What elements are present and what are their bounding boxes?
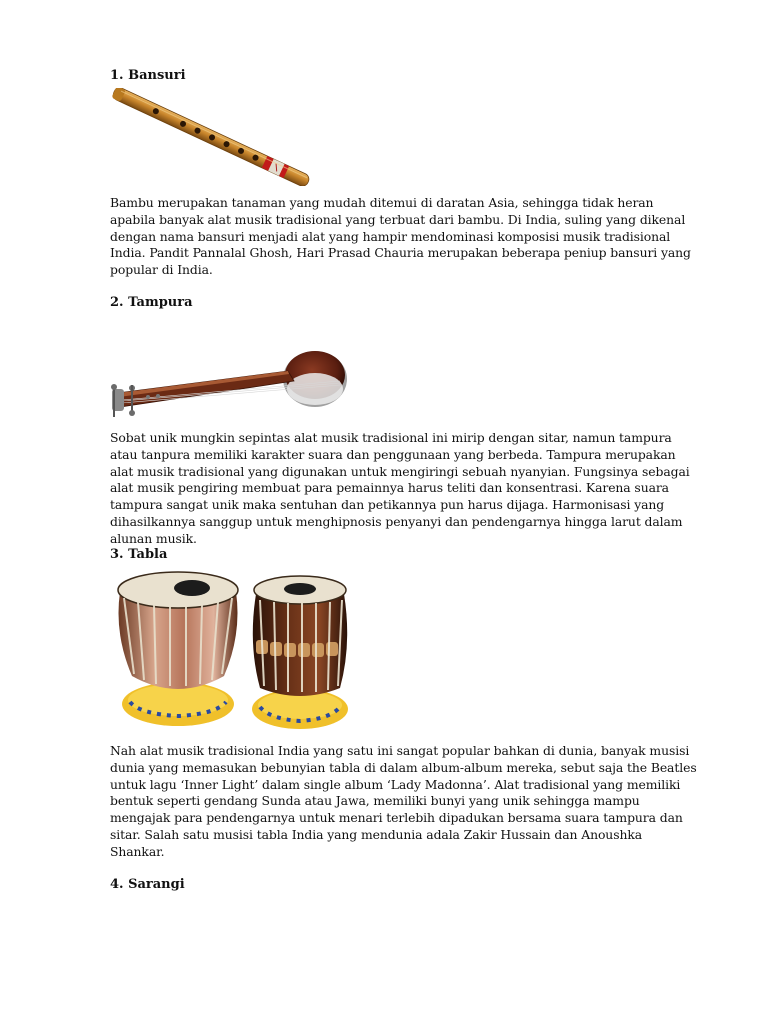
bansuri-image (110, 88, 310, 190)
heading-sarangi: 4. Sarangi (110, 877, 185, 892)
paragraph-tampura: Sobat unik mungkin sepintas alat musik tradisional ini mirip dengan sitar, namun tampura atau tanpura memiliki karakter suara dan penggunaan yang berbeda. Tampura merupakan alat musik tradisional yang digunakan untuk mengiringi sebuah nyanyian. Fungsinya sebagai alat musik pengiring membuat para pemainnya harus teliti dan konsentrasi. Karena suara tampura sangat unik maka sentuhan dan petikannya pun harus dijaga. Harmonisasi yang dihasilkannya sanggup untuk menghipnosis penyanyi dan pendengarnya hingga larut dalam alunan musik. (110, 430, 690, 546)
paragraph-bansuri: Bambu merupakan tanaman yang mudah ditemui di daratan Asia, sehingga tidak heran apabila banyak alat musik tradisional yang terbuat dari bambu. Di India, suling yang dikenal dengan nama bansuri menjadi alat yang hampir mendominasi komposisi musik tradisional India. Pandit Pannalal Ghosh, Hari Prasad Chauria merupakan beberapa peniup bansuri yang popular di India. (110, 195, 691, 278)
tampura-image (110, 345, 350, 424)
paragraph-tabla: Nah alat musik tradisional India yang satu ini sangat popular bahkan di dunia, banyak musisi dunia yang memasukan bebunyian tabla di dalam album-album mereka, sebut saja the Beatles untuk lagu ‘Inner Light’ dalam single album ‘Lady Madonna’. Alat tradisional yang memiliki bentuk seperti gendang Sunda atau Jawa, memiliki bunyi yang unik sehingga mampu mengajak para pendengarnya untuk menari terlebih dipadukan bersama suara tampura dan sitar. Salah satu musisi tabla India yang mendunia adala Zakir Hussain dan Anoushka Shankar. (110, 743, 697, 859)
heading-bansuri: 1. Bansuri (110, 68, 186, 83)
heading-tampura: 2. Tampura (110, 295, 193, 310)
heading-tabla: 3. Tabla (110, 547, 168, 562)
tabla-image (110, 564, 365, 743)
